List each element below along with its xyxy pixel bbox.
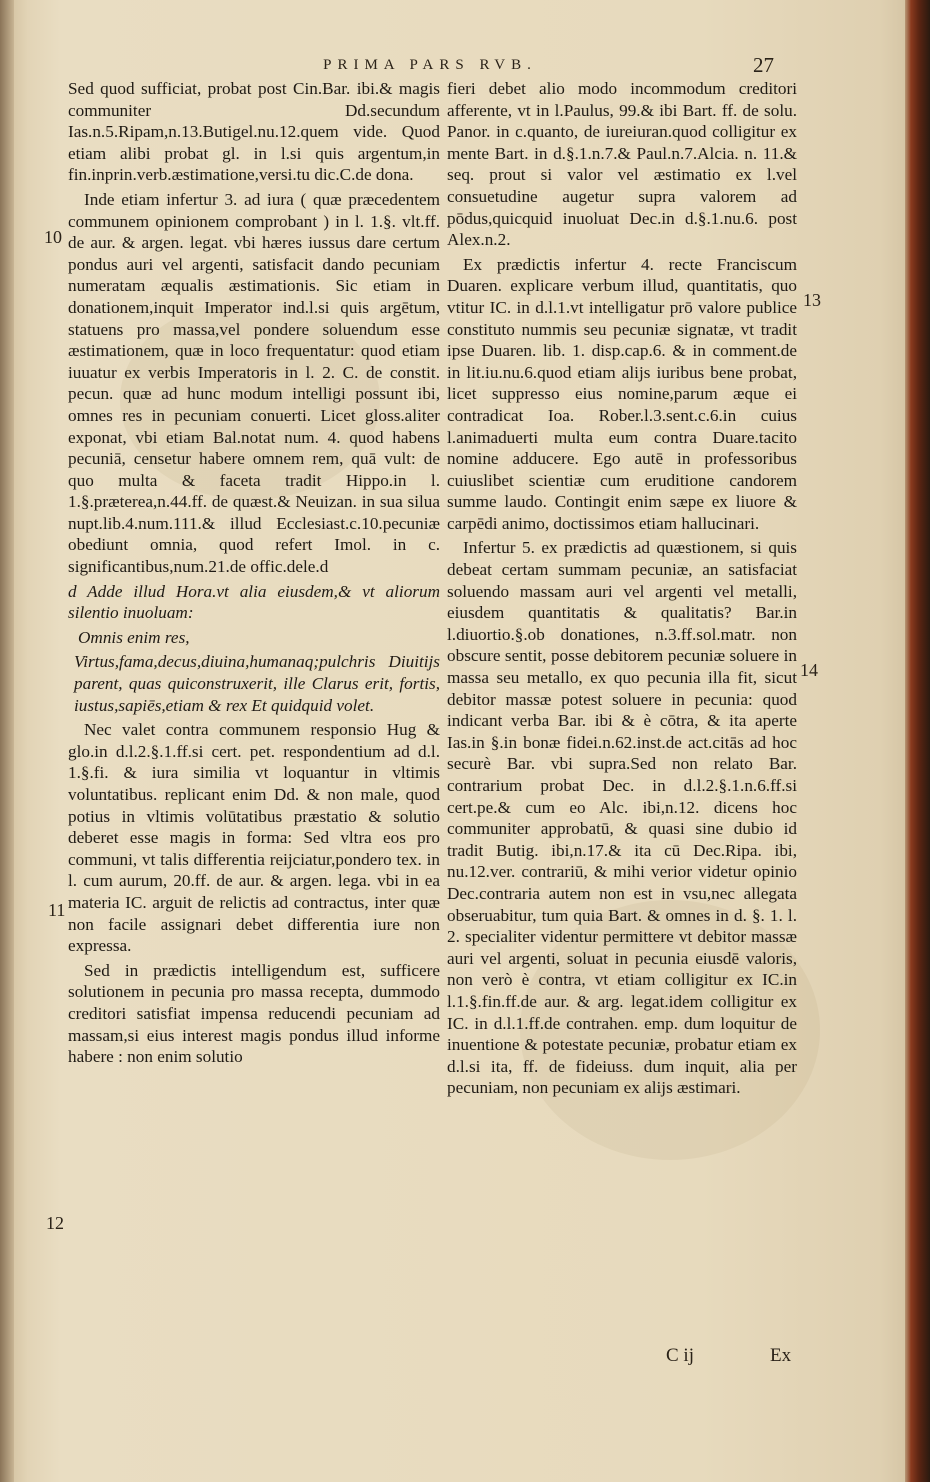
verse-block: Virtus,fama,decus,diuina,humanaq;pulchris Diuitijs parent, quas quiconstruxerit, ille Clarus erit, fortis, iustus,sapiēs,etiam & rex Et quidquid volet. <box>74 652 440 715</box>
paragraph: Sed in prædictis intelligendum est, sufficere solutionem in pecunia pro massa recepta, dummodo creditori satisfiat impensa reducendi pecuniam ad massam,si eius interest magis pondus illud informe habere : non enim solutio <box>68 960 440 1067</box>
paragraph: Sed quod sufficiat, probat post Cin.Bar. ibi.& magis communiter Dd.secundum Ias.n.5.Ripam,n.13.Butigel.nu.12.quem vide. Quod etiam alibi probat gl. in l.si quis argentum,in fin.inprin.verb.æstimatione,versi.tu dic.C.de dona. <box>68 79 440 185</box>
margin-number: 10 <box>44 227 62 247</box>
margin-number: 13 <box>803 290 821 310</box>
annotation-paragraph: d Adde illud Hora.vt alia eiusdem,& vt aliorum silentio inuoluam: <box>68 581 440 623</box>
signature-mark: C ij <box>666 1345 694 1366</box>
verse-line: Omnis enim res, <box>78 627 190 647</box>
left-column <box>68 78 440 1071</box>
right-column <box>447 78 797 1102</box>
page-gutter <box>0 0 14 1482</box>
page-number: 27 <box>753 53 774 77</box>
paragraph: Inde etiam infertur 3. ad iura ( quæ præcedentem communem opinionem comprobant ) in l. 1.§. vlt.ff. de aur. & argen. legat. vbi hæres iussus dare certum pondus auri vel argenti, satisfacit dando pecuniam numeratam æqualis æstimationis. Sic etiam in donationem,inquit Imperator ind.l.si quis argētum, statuens pro massa,vel pondere soluendum esse æstimationem, quæ in loco frequentatur: quod etiam iuuatur ex verbis Imperatoris in l. 2. C. de constit. pecun. quæ ad hunc modum intelligi possunt ibi, omnes res in pecuniam conuerti. Licet gloss.aliter exponat, vbi etiam Bal.notat num. 4. quod habens pecuniā, censetur habere omnem rem, quā vult: de quo multa & faceta tradit Hippo.in l. 1.§.præterea,n.44.ff. de quæst.& Neuizan. in sua silua nupt.lib.4.num.111.& illud Ecclesiast.c.10.pecuniæ obediunt omnia, quod refert Imol. in c. significantibus,num.21.de offic.dele.d <box>68 189 440 577</box>
margin-number: 11 <box>48 900 66 920</box>
paragraph: Ex prædictis infertur 4. recte Franciscum Duaren. explicare verbum illud, quantitatis, quo vtitur IC. in d.l.1.vt intelligatur prō valore publice constituto nummis seu pecuniæ signatæ, vt tradit ipse Duaren. lib. 1. disp.cap.6. & in comment.de in lit.iu.nu.6.quod etiam alijs iuribus bene probat, licet suppresso eius nomine,parum æque ei contradicat Ioa. Rober.l.3.sent.c.6.in cuius l.animaduerti multa eum contra Duare.tacito nomine adducere. Ego autē in professoribus cuiuslibet scientiæ cum eruditione candorem summe laudo. Contingit enim sæpe ex liuore & carpēdi animo, doctissimos etiam hallucinari. <box>447 254 797 533</box>
catchword: Ex <box>770 1345 792 1366</box>
margin-number: 14 <box>800 660 818 680</box>
running-head: PRIMA PARS RVB. <box>323 57 537 73</box>
book-edge <box>905 0 930 1482</box>
paragraph: Nec valet contra communem responsio Hug & glo.in d.l.2.§.1.ff.si cert. pet. respondentium ad d.l. 1.§.fi. & iura similia vt loquantur in vltimis voluntatibus. replicant enim Dd. & non male, quod potius in vltimis volūtatibus præstatio & solutio deberet esse magis in forma: Sed vltra eos pro communi, vt talis differentia reijciatur,pondero tex. in l. cum aurum, 20.ff. de aur. & argen. lega. vbi in ea materia IC. arguit de relictis ad contractus, inter quæ non facile assignari debet differentia iure non expressa. <box>68 720 440 956</box>
paragraph: fieri debet alio modo incommodum creditori afferente, vt in l.Paulus, 99.& ibi Bart. ff. de solu. Panor. in c.quanto, de iureiuran.quod colligitur ex mente Bart. in d.§.1.n.7.& Paul.n.7.Alcia. n. 11.& seq. prout si valor vel æstimatio ex l.vel consuetudine augetur supra valorem ad pōdus,quicquid inuoluat Dec.in d.§.1.nu.6. post Alex.n.2. <box>447 79 797 250</box>
paragraph: Infertur 5. ex prædictis ad quæstionem, si quis debeat certam summam pecuniæ, an satisfaciat soluendo massam auri vel argenti vel metalli, eiusdem quantitatis & qualitatis? Bar.in l.diuortio.§.ob donationes, n.3.ff.sol.matr. non obscure sentit, posse debitorem pecuniæ soluere in massa seu metallo, ex quo pecunia illa fit, sicut debitor massæ potest soluere in pecunia: quod indicant verba Bar. ibi & è cōtra, & ita aperte Ias.in §.in bonæ fidei.n.62.inst.de act.citās ad hoc securè Bar. vbi supra.Sed non relato Bar. contrarium probat Dec. in d.l.2.§.1.n.6.ff.si cert.pe.& cum eo Alc. ibi,n.12. dicens hoc communiter approbatū, & quasi sine dubio id tradit Butig. ibi,n.17.& ita cū Dec.Ripa. ibi, nu.12.ver. contrariū, & mihi verior videtur opinio Dec.contraria autem non est in vsu,nec allegata obseruabitur, tum quia Bart. & omnes in d. §. 1. l. 2. specialiter videntur permittere vt debitor massæ auri vel argenti, soluat in pecunia eiusdē valoris, non verò è contra, vt etiam colligitur ex IC.in l.1.§.fin.ff.de aur. & arg. legat.idem colligitur ex IC. in d.l.1.ff.de contrahen. emp. dum loquitur de inuentione & potestate pecuniæ, probatur etiam ex d.l.si ita, ff. de fideiuss. dum inquit, alia per pecuniam, non pecuniam ex alijs æstimari. <box>447 538 797 1098</box>
margin-number: 12 <box>46 1213 64 1233</box>
